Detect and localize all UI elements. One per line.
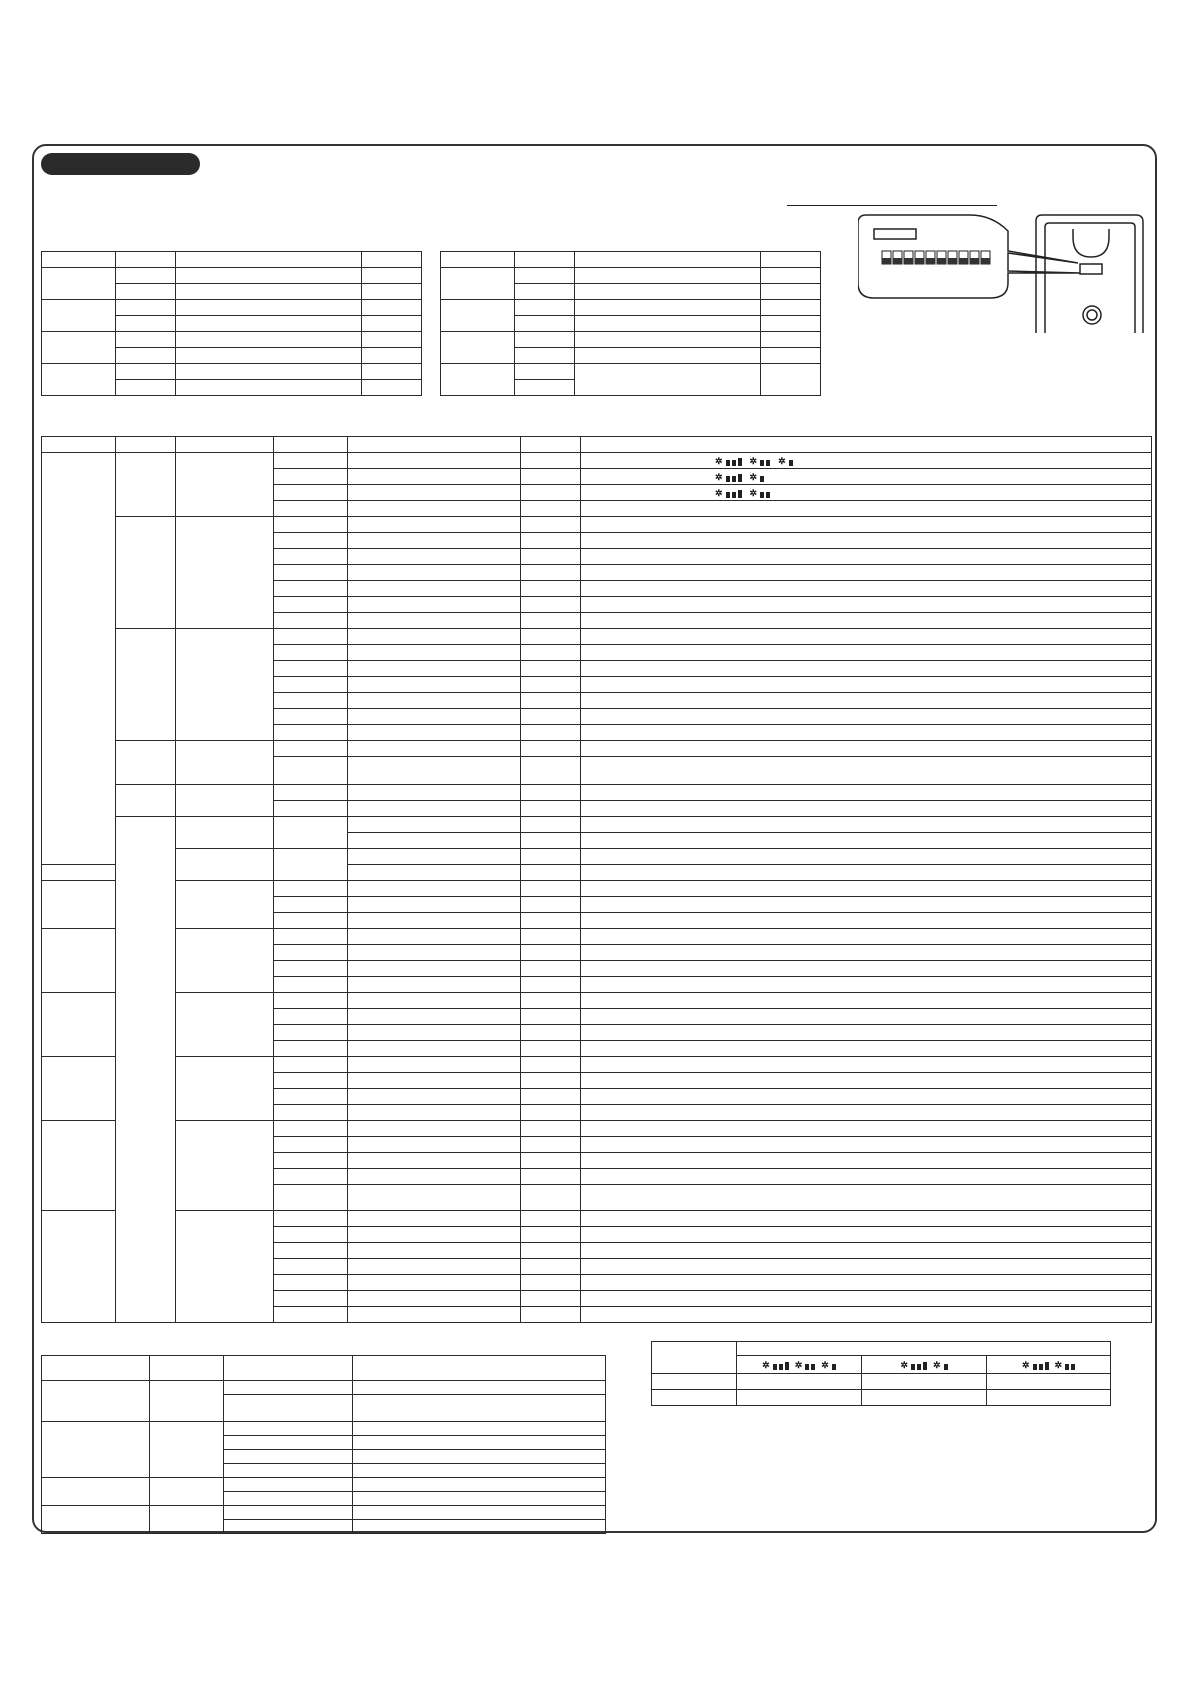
fan-speed-3-icon: ✲	[900, 1360, 927, 1370]
fan-speed-3-icon: ✲	[762, 1360, 789, 1370]
bottom-left-table	[41, 1355, 606, 1534]
fan-speed-cell	[581, 485, 1152, 501]
fan-speed-2-icon: ✲	[1055, 1360, 1076, 1370]
figure-caption-line	[787, 205, 997, 206]
fan-speed-1-icon: ✲	[821, 1360, 836, 1370]
fan-speed-2-icon: ✲	[795, 1360, 816, 1370]
fan-speed-1-icon: ✲	[778, 456, 793, 466]
main-function-table	[41, 436, 1152, 1323]
fan-speed-3-icon: ✲	[1022, 1360, 1049, 1370]
dip-switch-figure	[858, 213, 1148, 333]
fan-speed-cell	[581, 469, 1152, 485]
fan-speed-cell	[581, 453, 1152, 469]
fan-speed-header	[737, 1356, 862, 1374]
setting-table-left	[41, 251, 422, 396]
dip-switch-bank	[882, 251, 990, 264]
section-title-pill	[41, 153, 200, 175]
setting-table-right	[440, 251, 821, 396]
fan-speed-header	[862, 1356, 987, 1374]
fan-speed-3-icon: ✲	[715, 488, 742, 498]
fan-speed-1-icon: ✲	[750, 472, 765, 482]
fan-speed-3-icon: ✲	[715, 472, 742, 482]
fan-speed-3-icon: ✲	[715, 456, 742, 466]
fan-speed-header	[987, 1356, 1111, 1374]
fan-speed-1-icon: ✲	[933, 1360, 948, 1370]
fan-speed-2-icon: ✲	[750, 456, 771, 466]
fan-speed-2-icon: ✲	[750, 488, 771, 498]
bottom-right-table	[651, 1341, 1111, 1406]
